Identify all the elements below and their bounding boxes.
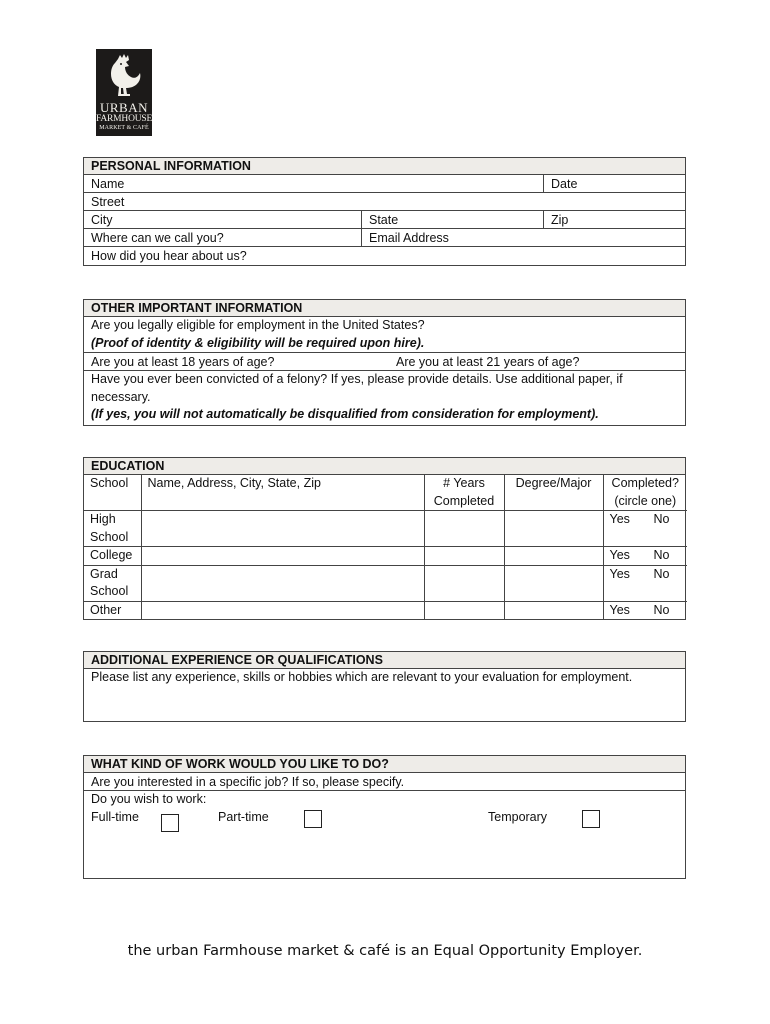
name-row [84, 175, 685, 193]
school-address-input[interactable] [141, 601, 424, 619]
col-completed [603, 475, 687, 511]
company-logo [96, 49, 152, 136]
completed-choice[interactable] [603, 565, 687, 601]
section-header: WHAT KIND OF WORK WOULD YOU LIKE TO DO? [84, 756, 685, 773]
city-label: City [91, 213, 113, 227]
col-years-line1: # Years [443, 476, 485, 490]
work-preference-section [83, 755, 686, 879]
date-label: Date [551, 177, 578, 191]
state-label: State [369, 213, 399, 227]
age-21-question: Are you at least 21 years of age? [396, 355, 580, 369]
referral-row [84, 247, 685, 265]
personal-information-section [83, 157, 686, 266]
felony-note: (If yes, you will not automatically be disqualified from consideration for employment). [91, 407, 599, 421]
years-input[interactable] [424, 547, 504, 566]
school-type-line1: College [90, 548, 133, 562]
col-completed-line1: Completed? [611, 476, 679, 490]
fulltime-checkbox[interactable] [161, 814, 179, 832]
name-label: Name [91, 177, 125, 191]
parttime-label: Part-time [218, 810, 269, 824]
degree-input[interactable] [504, 565, 603, 601]
no-option[interactable]: No [653, 512, 670, 526]
no-option[interactable]: No [653, 548, 670, 562]
school-type-line1: Other [90, 602, 122, 617]
date-field[interactable] [543, 175, 686, 192]
school-type [84, 565, 141, 601]
no-option[interactable]: No [653, 602, 670, 617]
work-type-question: Do you wish to work: [91, 792, 207, 806]
phone-label: Where can we call you? [91, 231, 224, 245]
name-field[interactable] [84, 175, 544, 192]
zip-label: Zip [551, 213, 569, 227]
yes-option[interactable]: Yes [609, 548, 630, 562]
experience-prompt: Please list any experience, skills or hobbies which are relevant to your evaluation for employment. [91, 670, 633, 684]
logo-text-market-cafe: MARKET & CAFÉ [99, 125, 149, 131]
other-information-section [83, 299, 686, 426]
section-header: ADDITIONAL EXPERIENCE OR QUALIFICATIONS [84, 652, 685, 669]
street-row [84, 193, 685, 211]
age-row [84, 353, 685, 371]
eligibility-block[interactable] [84, 317, 685, 353]
email-label: Email Address [369, 231, 449, 245]
age-18-question: Are you at least 18 years of age? [91, 355, 275, 369]
school-type [84, 511, 141, 547]
table-row [84, 601, 687, 619]
years-input[interactable] [424, 565, 504, 601]
col-degree: Degree/Major [504, 475, 603, 511]
referral-field[interactable] [84, 247, 686, 265]
city-row [84, 211, 685, 229]
years-input[interactable] [424, 601, 504, 619]
temporary-checkbox[interactable] [582, 810, 600, 828]
col-name-address: Name, Address, City, State, Zip [141, 475, 424, 511]
years-input[interactable] [424, 511, 504, 547]
phone-field[interactable] [84, 229, 362, 246]
street-label: Street [91, 195, 125, 209]
section-header: EDUCATION [84, 458, 685, 475]
parttime-checkbox[interactable] [304, 810, 322, 828]
yes-option[interactable]: Yes [609, 602, 630, 617]
col-school: School [84, 475, 141, 511]
completed-choice[interactable] [603, 547, 687, 566]
section-header: PERSONAL INFORMATION [84, 158, 685, 175]
specific-job-row[interactable] [84, 773, 685, 791]
additional-experience-section [83, 651, 686, 722]
education-table [84, 475, 687, 619]
no-option[interactable]: No [653, 566, 670, 581]
state-field[interactable] [361, 211, 544, 228]
school-type-line2: School [90, 584, 129, 598]
degree-input[interactable] [504, 601, 603, 619]
logo-text-urban: URBAN [99, 100, 148, 115]
eligibility-question: Are you legally eligible for employment in the United States? [91, 318, 425, 332]
degree-input[interactable] [504, 547, 603, 566]
specific-job-question: Are you interested in a specific job? If so, please specify. [91, 775, 405, 789]
school-type-line1: High [90, 512, 116, 526]
school-address-input[interactable] [141, 565, 424, 601]
contact-row [84, 229, 685, 247]
school-type-line1: Grad [90, 566, 118, 581]
col-years [424, 475, 504, 511]
felony-question: Have you ever been convicted of a felony? If yes, please provide details. Use additional paper, if [91, 372, 623, 386]
degree-input[interactable] [504, 511, 603, 547]
availability-area [84, 791, 685, 877]
school-type [84, 601, 141, 619]
felony-block[interactable] [84, 371, 685, 425]
felony-question-cont: necessary. [91, 389, 151, 404]
yes-option[interactable]: Yes [609, 512, 630, 526]
school-address-input[interactable] [141, 511, 424, 547]
completed-choice[interactable] [603, 511, 687, 547]
age-21-field[interactable] [389, 353, 686, 370]
logo-text-farmhouse: FARMHOUSE [96, 114, 153, 124]
yes-option[interactable]: Yes [609, 566, 630, 581]
education-section [83, 457, 686, 620]
street-field[interactable] [84, 193, 686, 210]
equal-opportunity-statement: the urban Farmhouse market & café is an Equal Opportunity Employer. [127, 943, 643, 959]
referral-label: How did you hear about us? [91, 249, 247, 263]
col-completed-line2: (circle one) [614, 493, 677, 508]
school-type-line2: School [90, 529, 129, 544]
table-row [84, 511, 687, 547]
table-row [84, 547, 687, 566]
rooster-icon [104, 53, 144, 101]
school-address-input[interactable] [141, 547, 424, 566]
experience-input-area[interactable] [84, 669, 685, 721]
city-field[interactable] [84, 211, 362, 228]
temporary-label: Temporary [488, 810, 548, 824]
email-field[interactable] [361, 229, 686, 246]
zip-field[interactable] [543, 211, 686, 228]
completed-choice[interactable] [603, 601, 687, 619]
col-years-line2: Completed [433, 493, 495, 508]
fulltime-label: Full-time [91, 810, 139, 824]
age-18-field[interactable] [84, 353, 384, 370]
proof-note: (Proof of identity & eligibility will be required upon hire). [91, 335, 425, 350]
school-type [84, 547, 141, 566]
table-row [84, 565, 687, 601]
table-header-row [84, 475, 687, 511]
section-header: OTHER IMPORTANT INFORMATION [84, 300, 685, 317]
